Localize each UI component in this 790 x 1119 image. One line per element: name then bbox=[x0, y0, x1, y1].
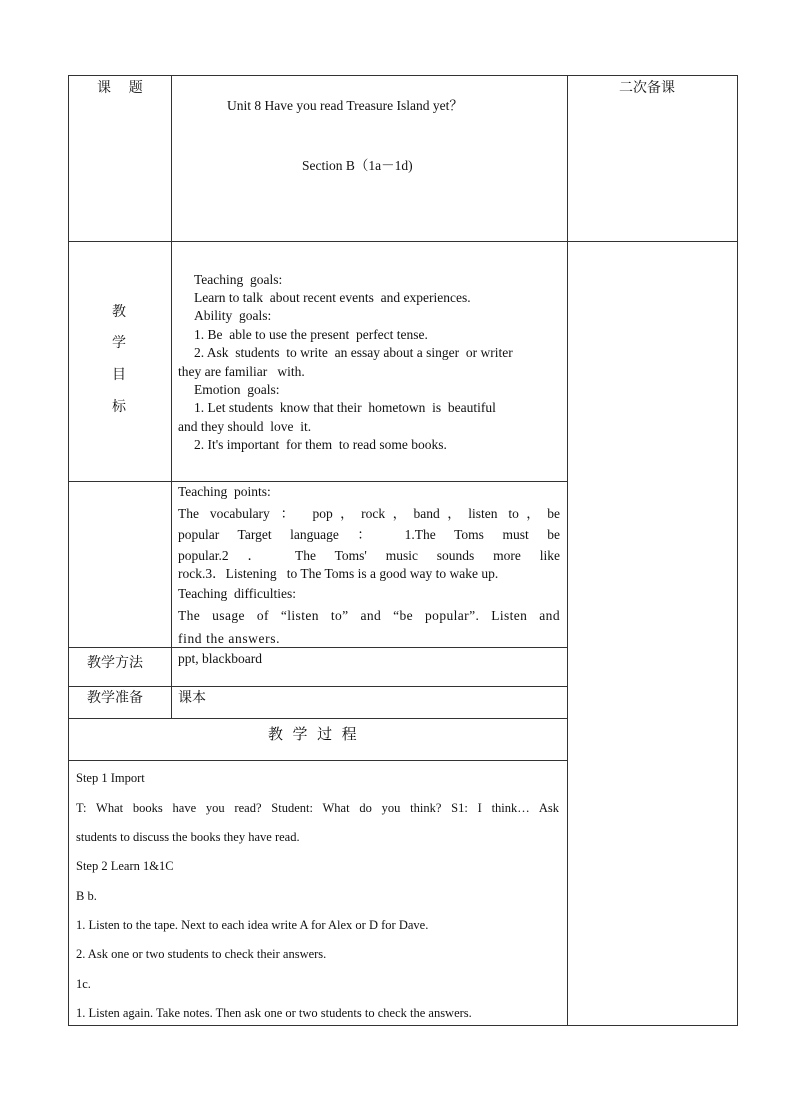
points-vocab-line: The vocabulary ： pop，rock，band，listen to，be bbox=[178, 506, 560, 521]
methods-value: ppt, blackboard bbox=[178, 651, 262, 666]
points-vocab-line: popular.2 ． The Toms' music sounds more like bbox=[178, 548, 560, 563]
difficulties-line: The usage of “listen to” and “be popular”. Listen and bbox=[178, 608, 560, 623]
second-prep-label: 二次备课 bbox=[619, 80, 675, 96]
goals-label-char-4: 标 bbox=[112, 399, 126, 415]
methods-label: 教学方法 bbox=[87, 655, 143, 671]
row-divider-process-heading bbox=[68, 760, 568, 761]
column-divider-second-prep bbox=[567, 75, 568, 1026]
points-vocab-line: rock.3．Listening to The Toms is a good way to wake up. bbox=[178, 566, 499, 581]
row-divider-points bbox=[68, 647, 568, 648]
process-line: 2. Ask one or two students to check their answers. bbox=[76, 947, 327, 961]
topic-label: 课 题 bbox=[97, 80, 143, 96]
goals-label-char-2: 学 bbox=[112, 335, 126, 351]
table-left-border bbox=[68, 75, 69, 1026]
difficulties-line: find the answers. bbox=[178, 631, 281, 646]
row-divider-prep bbox=[68, 718, 568, 719]
difficulties-heading: Teaching difficulties: bbox=[178, 586, 297, 601]
row-divider-goals bbox=[68, 481, 568, 482]
table-top-border bbox=[68, 75, 738, 76]
column-divider-label bbox=[171, 75, 172, 719]
process-line: B b. bbox=[76, 889, 97, 903]
goal-line: 2. Ask students to write an essay about a singer or writer bbox=[194, 345, 513, 360]
row-divider-methods bbox=[68, 686, 568, 687]
goal-line: Learn to talk about recent events and experiences. bbox=[194, 290, 471, 305]
process-line: Step 2 Learn 1&1C bbox=[76, 859, 174, 873]
table-right-border bbox=[737, 75, 738, 1026]
process-line: Step 1 Import bbox=[76, 771, 145, 785]
section-title: Section B（1a－1d) bbox=[302, 158, 413, 173]
goal-line: Teaching goals: bbox=[194, 272, 283, 287]
table-bottom-border bbox=[68, 1025, 738, 1026]
process-line: 1c. bbox=[76, 977, 91, 991]
process-heading: 教 学 过 程 bbox=[268, 725, 357, 743]
process-line: 1. Listen to the tape. Next to each idea write A for Alex or D for Dave. bbox=[76, 918, 429, 932]
goals-label-char-1: 教 bbox=[112, 304, 126, 320]
unit-title: Unit 8 Have you read Treasure Island yet？ bbox=[227, 98, 463, 113]
process-line: T: What books have you read? Student: What do you think? S1: I think… Ask bbox=[76, 801, 559, 815]
goal-line: they are familiar with. bbox=[178, 364, 305, 379]
process-line: 1. Listen again. Take notes. Then ask one or two students to check the answers. bbox=[76, 1006, 472, 1020]
points-vocab-line: popular Target language ： 1.The Toms must be bbox=[178, 527, 560, 542]
preparation-value: 课本 bbox=[178, 690, 206, 706]
goal-line: Emotion goals: bbox=[194, 382, 280, 397]
goal-line: 1. Be able to use the present perfect tense. bbox=[194, 327, 428, 342]
goal-line: Ability goals: bbox=[194, 308, 272, 323]
goal-line: 1. Let students know that their hometown is beautiful bbox=[194, 400, 496, 415]
goal-line: and they should love it. bbox=[178, 419, 312, 434]
goals-label-char-3: 目 bbox=[112, 367, 126, 383]
points-heading: Teaching points: bbox=[178, 484, 271, 499]
process-line: students to discuss the books they have read. bbox=[76, 830, 300, 844]
preparation-label: 教学准备 bbox=[87, 690, 143, 706]
row-divider-topic bbox=[68, 241, 738, 242]
goal-line: 2. It's important for them to read some books. bbox=[194, 437, 447, 452]
